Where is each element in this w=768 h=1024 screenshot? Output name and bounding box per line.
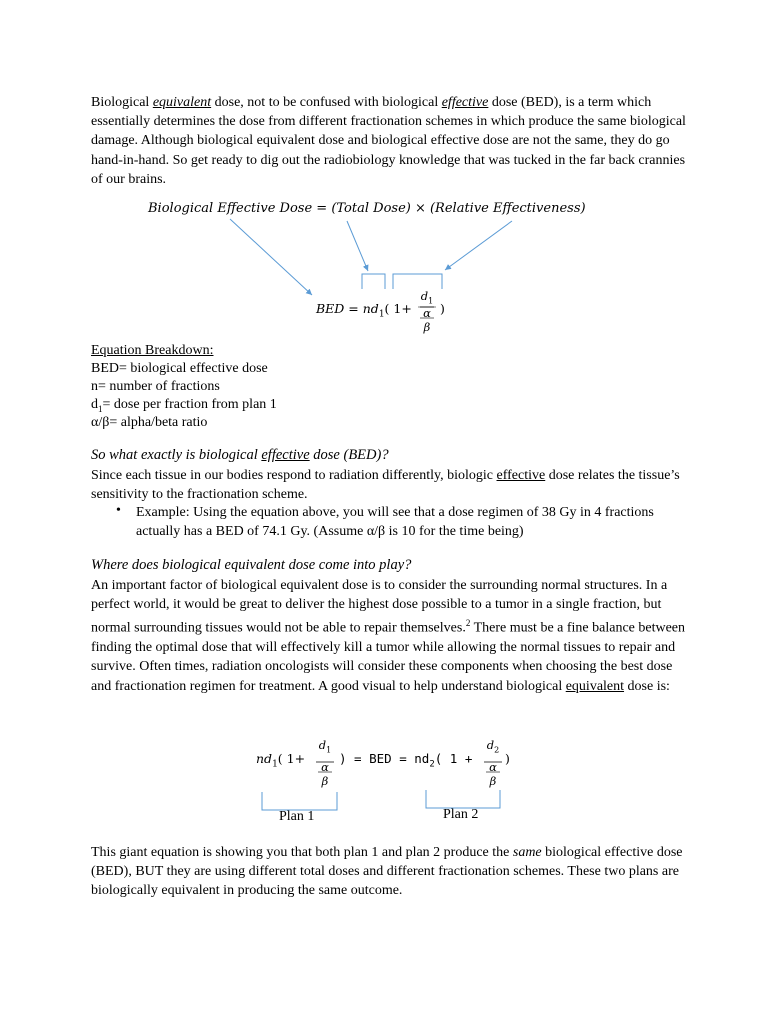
intro-equivalent-word: equivalent xyxy=(152,95,212,110)
bed-fraction-alpha: α xyxy=(423,306,431,320)
bracket-total-dose xyxy=(362,274,385,289)
breakdown-title: Equation Breakdown: xyxy=(91,343,214,358)
plan2-fraction-numerator: $d_2$ xyxy=(486,738,500,755)
intro-text-2: dose, not to be confused with biological xyxy=(211,95,442,110)
conclusion-paragraph: This giant equation is showing you that both plan 1 and plan 2 produce the same biological effective dose (BED), BUT they are using different total doses and different fractionation schemes. These two plans are biologically equivalent in producing the same outcome. xyxy=(91,845,683,899)
plan2-fraction-beta: β xyxy=(489,774,497,788)
big-equation-close: ) xyxy=(505,751,510,766)
plan1-fraction-alpha: α xyxy=(321,760,329,774)
bullet-icon: • xyxy=(116,503,121,518)
big-equation-left: $nd_1$( 1+ xyxy=(256,751,306,770)
arrow-biological-effective-dose xyxy=(230,219,312,295)
bed-fraction-beta: β xyxy=(423,320,431,334)
top-equation: Biological Effective Dose = (Total Dose) × (Relative Effectiveness) xyxy=(148,201,586,216)
arrow-relative-effectiveness xyxy=(445,221,512,270)
bed-fraction-numerator: $d_1$ xyxy=(420,289,434,306)
plan2-fraction-alpha: α xyxy=(489,760,497,774)
plan1-fraction-numerator: $d_1$ xyxy=(318,738,332,755)
big-equation-middle: ) = BED = $nd_2$( 1 + xyxy=(339,751,473,770)
plan1-label: Plan 1 xyxy=(279,809,315,824)
bed-equation-lhs: BED = $nd_1$( 1+ xyxy=(316,301,412,320)
section1-paragraph: Since each tissue in our bodies respond to radiation differently, biologic effective dose relates the tissue’s sensitivity to the fractionation scheme. xyxy=(91,468,680,503)
section1-heading: So what exactly is biological effective dose (BED)? xyxy=(91,447,389,463)
breakdown-item-bed: BED= biological effective dose xyxy=(91,361,268,376)
bracket-plan1 xyxy=(262,792,337,810)
plan2-label: Plan 2 xyxy=(443,807,479,822)
plan1-fraction-beta: β xyxy=(321,774,329,788)
bracket-relative-effectiveness xyxy=(393,274,442,289)
section2-paragraph: An important factor of biological equivalent dose is to consider the surrounding normal structures. In a perfect world, it would be great to deliver the highest dose possible to a tumor in a single fraction, but normal surrounding tissues would not be able to repair themselves.$^2$ There must be a fine balance between finding the optimal dose that will effectively kill a tumor while allowing the normal tissues to repair and survive. Often times, radiation oncologists will consider these components when choosing the best dose and fractionation regimen for treatment. A good visual to help understand biological equivalent dose is: xyxy=(91,578,686,694)
breakdown-item-d1: $d_1=$ dose per fraction from plan 1 xyxy=(91,397,277,414)
bracket-plan2 xyxy=(426,790,500,808)
section2-heading: Where does biological equivalent dose come into play? xyxy=(91,557,412,573)
breakdown-item-alphabeta: α/β= alpha/beta ratio xyxy=(91,415,208,430)
section1-bullet-text: Example: Using the equation above, you will see that a dose regimen of 38 Gy in 4 fractions actually has a BED of 74.1 Gy. (Assume α/β is 10 for the time being) xyxy=(136,505,654,540)
bed-close-paren: ) xyxy=(440,301,445,316)
arrow-total-dose xyxy=(347,221,368,271)
intro-text-3: dose (BED), is a term which essentially determines the dose from different fractionation schemes in which produce the same biological damage. Although biological equivalent dose and biological effective dose are not the same, they do go hand-in-hand. So get ready to dig out the radiobiology knowledge that was tucked in the far back crannies of our brains. xyxy=(91,95,686,187)
breakdown-item-n: n= number of fractions xyxy=(91,379,220,394)
intro-text-1: Biological xyxy=(91,95,153,110)
intro-effective-word: effective xyxy=(441,95,489,110)
